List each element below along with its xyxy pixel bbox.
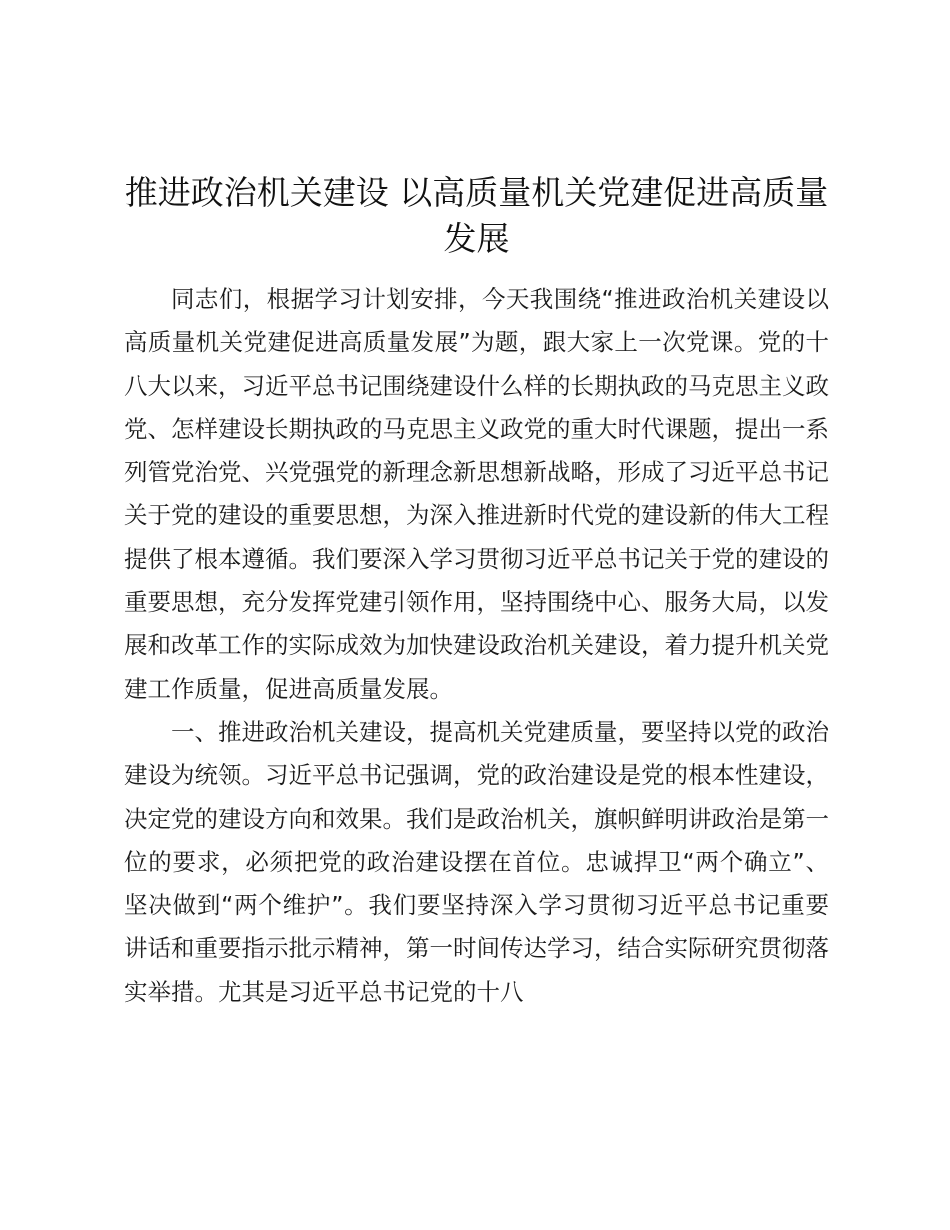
document-page <box>124 170 829 1014</box>
paragraph-section-one: 一、推进政治机关建设，提高机关党建质量，要坚持以党的政治建设为统领。习近平总书记强调，党的政治建设是党的根本性建设，决定党的建设方向和效果。我们是政治机关，旗帜鲜明讲政治是第一位的要求，必须把党的政治建设摆在首位。忠诚捍卫“两个确立”、坚决做到“两个维护”。我们要坚持深入学习贯彻习近平总书记重要讲话和重要指示批示精神，第一时间传达学习，结合实际研究贯彻落实举措。尤其是习近平总书记党的十八 <box>124 717 829 1006</box>
paragraph-intro: 同志们，根据学习计划安排，今天我围绕“推进政治机关建设以高质量机关党建促进高质量发展”为题，跟大家上一次党课。党的十八大以来，习近平总书记围绕建设什么样的长期执政的马克思主义政党、怎样建设长期执政的马克思主义政党的重大时代课题，提出一系列管党治党、兴党强党的新理念新思想新战略，形成了习近平总书记关于党的建设的重要思想，为深入推进新时代党的建设新的伟大工程提供了根本遵循。我们要深入学习贯彻习近平总书记关于党的建设的重要思想，充分发挥党建引领作用，坚持围绕中心、服务大局，以发展和改革工作的实际成效为加快建设政治机关建设，着力提升机关党建工作质量，促进高质量发展。 <box>124 285 829 703</box>
document-title: 推进政治机关建设 以高质量机关党建促进高质量发展 <box>124 173 829 258</box>
document-body <box>124 278 829 1014</box>
